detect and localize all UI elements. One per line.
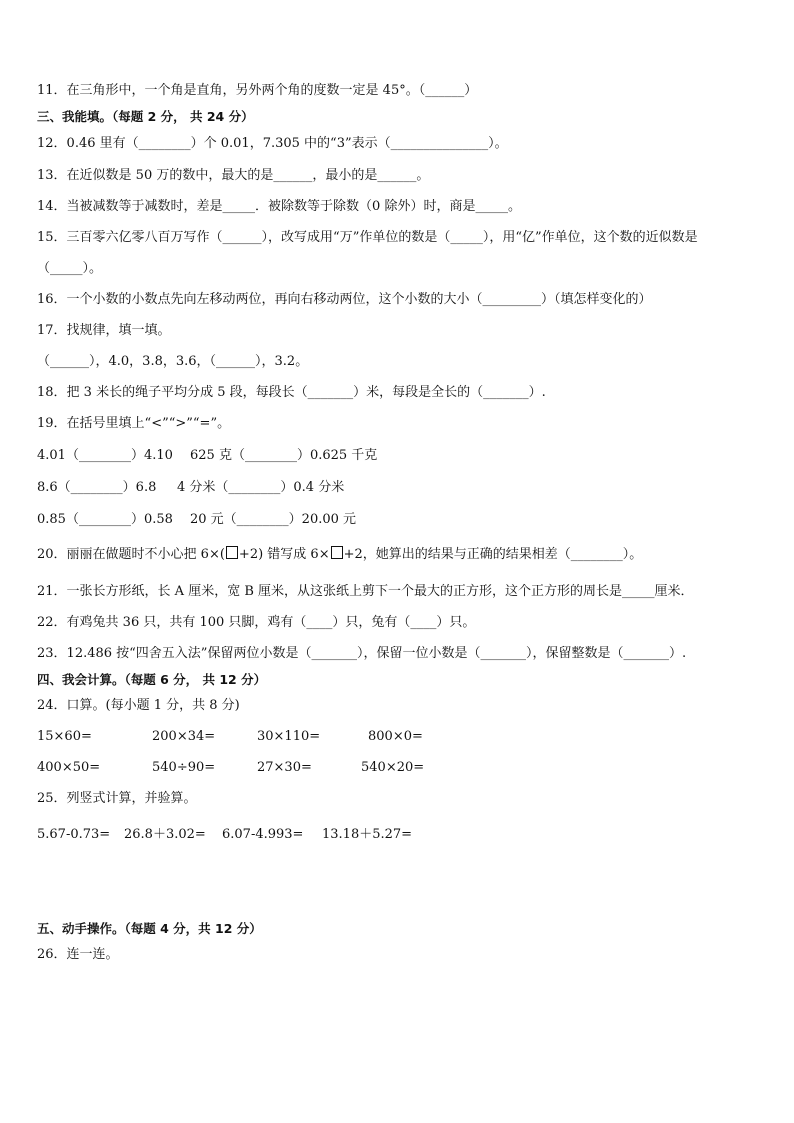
section-3-heading: 三、我能填。（每题 2 分， 共 24 分） [37,109,254,124]
question-16: 16．一个小数的小数点先向左移动两位，再向右移动两位，这个小数的大小（_________）（填怎样变化的） [37,292,652,307]
mental-math-item: 15×60= [37,729,92,744]
question-17: 17．找规律，填一填。 [37,323,171,338]
question-18: 18．把 3 米长的绳子平均分成 5 段，每段长（_______）米，每段是全长的（_______）. [37,385,546,400]
question-13: 13．在近似数是 50 万的数中，最大的是______，最小的是______。 [37,168,430,183]
question-15-line-1: 15．三百零六亿零八百万写作（______），改写成用“万”作单位的数是（_____），用“亿”作单位，这个数的近似数是 [37,230,698,245]
q19-item: 4.01（________）4.10 [37,448,173,463]
mental-math-item: 540÷90= [152,760,216,775]
q19-item: 625 克（________）0.625 千克 [190,448,378,463]
q20-text-start: 20．丽丽在做题时不小心把 6×( [37,547,225,562]
question-26: 26．连一连。 [37,947,119,962]
question-24: 24．口算。(每小题 1 分，共 8 分) [37,698,240,713]
question-23: 23．12.486 按“四舍五入法”保留两位小数是（_______），保留一位小数是（_______），保留整数是（_______）. [37,646,687,661]
question-19: 19．在括号里填上“<”“>”“=”。 [37,416,231,431]
mental-math-item: 30×110= [257,729,321,744]
question-12: 12．0.46 里有（________）个 0.01，7.305 中的“3”表示（_______________）。 [37,136,508,151]
mental-math-item: 540×20= [361,760,425,775]
mental-math-item: 400×50= [37,760,101,775]
section-5-heading: 五、动手操作。（每题 4 分，共 12 分） [37,921,262,936]
q19-item: 0.85（________）0.58 [37,512,173,527]
mental-math-item: 800×0= [368,729,423,744]
blank-box-icon [226,546,238,559]
question-14: 14．当被减数等于减数时，差是_____．被除数等于除数（0 除外）时，商是_____。 [37,199,521,214]
vertical-calc-item: 13.18＋5.27= [322,827,413,842]
question-22: 22．有鸡兔共 36 只，共有 100 只脚，鸡有（____）只，兔有（____）只。 [37,615,476,630]
vertical-calc-item: 6.07-4.993= [222,827,304,842]
q19-item: 20 元（________）20.00 元 [190,512,357,527]
question-21: 21．一张长方形纸，长 A 厘米，宽 B 厘米，从这张纸上剪下一个最大的正方形，这个正方形的周长是_____厘米． [37,584,694,599]
question-11: 11．在三角形中，一个角是直角，另外两个角的度数一定是 45°。（______） [37,83,478,98]
vertical-calc-item: 5.67-0.73= [37,827,111,842]
blank-box-icon [331,546,343,559]
mental-math-item: 200×34= [152,729,216,744]
question-17-sequence: （______），4.0，3.8，3.6，（______），3.2。 [37,354,309,369]
section-4-heading: 四、我会计算。（每题 6 分， 共 12 分） [37,672,267,687]
mental-math-item: 27×30= [257,760,312,775]
q20-text-end: +2，她算出的结果与正确的结果相差（________）。 [343,547,643,562]
q19-item: 8.6（________）6.8 [37,480,157,495]
q20-text-middle: +2) 错写成 6× [238,547,330,562]
vertical-calc-item: 26.8＋3.02= [124,827,206,842]
question-25: 25．列竖式计算，并验算。 [37,791,197,806]
question-20 [37,546,642,564]
q19-item: 4 分米（________）0.4 分米 [177,480,345,495]
question-15-line-2: （_____）。 [37,261,103,276]
